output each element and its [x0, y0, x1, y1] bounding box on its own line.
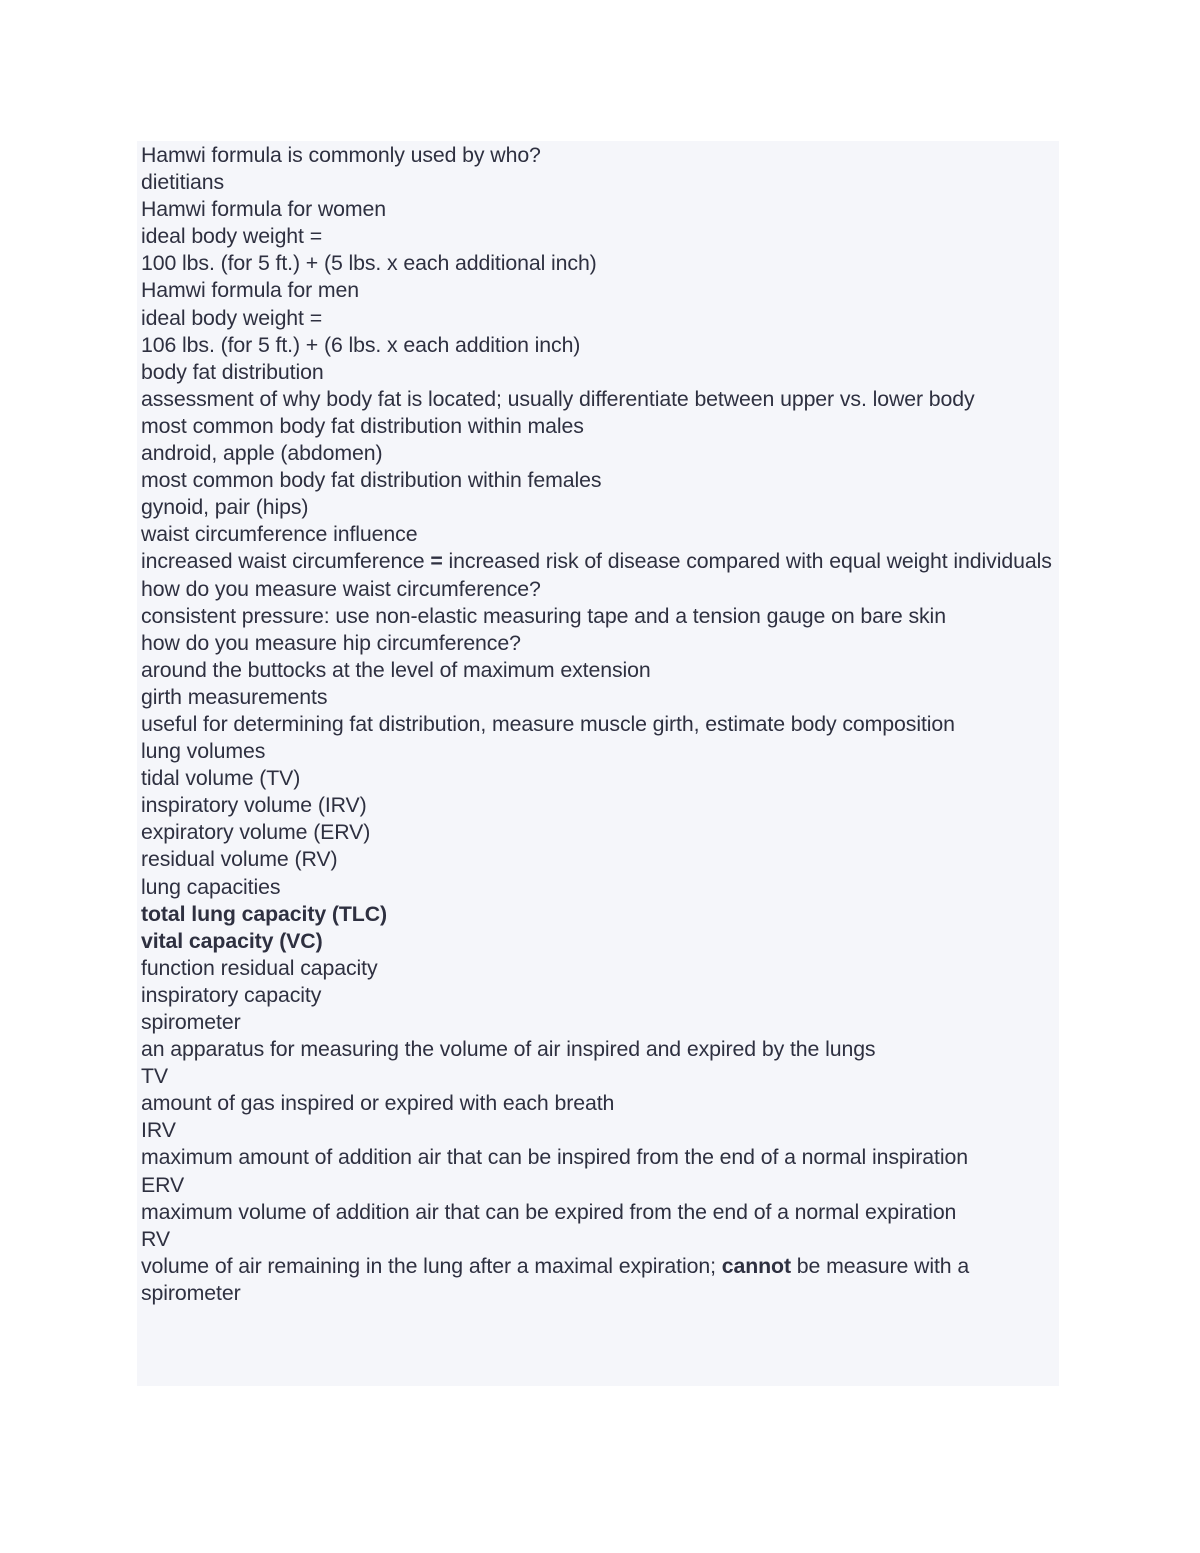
- text-line: function residual capacity: [141, 955, 378, 980]
- text-line: 106 lbs. (for 5 ft.) + (6 lbs. x each addition inch): [141, 332, 581, 357]
- text-line: most common body fat distribution within males: [141, 413, 584, 438]
- text-line: maximum volume of addition air that can be expired from the end of a normal expiration: [141, 1199, 957, 1224]
- text-line: android, apple (abdomen): [141, 441, 383, 466]
- text-line: inspiratory volume (IRV): [141, 793, 367, 818]
- text-line: ERV: [141, 1172, 185, 1197]
- text-line: gynoid, pair (hips): [141, 495, 309, 520]
- text-line: body fat distribution: [141, 359, 324, 384]
- text-line: Hamwi formula for women: [141, 197, 387, 222]
- text-line: maximum amount of addition air that can be inspired from the end of a normal inspiration: [141, 1145, 968, 1170]
- text-line: Hamwi formula for men: [141, 278, 360, 303]
- text-line: girth measurements: [141, 684, 328, 709]
- text-line: inspiratory capacity: [141, 982, 322, 1007]
- text-line: amount of gas inspired or expired with each breath: [141, 1091, 615, 1116]
- text-line: ideal body weight =: [141, 305, 323, 330]
- text-line: consistent pressure: use non-elastic measuring tape and a tension gauge on bare skin: [141, 603, 946, 628]
- flashcard-text-block: [137, 141, 1059, 1386]
- text-line: TV: [141, 1064, 169, 1089]
- text-line: spirometer: [141, 1010, 241, 1034]
- text-line: Hamwi formula is commonly used by who?: [141, 143, 541, 167]
- text-line: expiratory volume (ERV): [141, 820, 371, 845]
- text-line: vital capacity (VC): [141, 928, 323, 953]
- bold-text-span: =: [430, 549, 443, 574]
- text-line: how do you measure hip circumference?: [141, 630, 521, 655]
- text-span: be measure with a spirometer: [141, 1253, 970, 1305]
- text-line: dietitians: [141, 170, 225, 195]
- text-span: volume of air remaining in the lung after a maximal expiration;: [141, 1253, 722, 1278]
- text-line: lung volumes: [141, 739, 266, 764]
- text-line: how do you measure waist circumference?: [141, 576, 541, 601]
- text-line: 100 lbs. (for 5 ft.) + (5 lbs. x each additional inch): [141, 251, 597, 276]
- text-line: residual volume (RV): [141, 847, 338, 872]
- text-line: an apparatus for measuring the volume of air inspired and expired by the lungs: [141, 1037, 876, 1062]
- text-line: [141, 548, 1059, 575]
- text-line: most common body fat distribution within females: [141, 468, 602, 493]
- bold-text-span: cannot: [721, 1253, 791, 1278]
- text-line: total lung capacity (TLC): [141, 901, 387, 926]
- text-span: increased risk of disease compared with equal weight individuals: [442, 549, 1052, 574]
- text-line: tidal volume (TV): [141, 766, 301, 791]
- text-span: increased waist circumference: [141, 549, 431, 574]
- text-line: assessment of why body fat is located; usually differentiate between upper vs. lower body: [141, 386, 975, 411]
- text-line: lung capacities: [141, 874, 281, 899]
- text-line: around the buttocks at the level of maximum extension: [141, 657, 651, 682]
- text-line: ideal body weight =: [141, 224, 323, 249]
- text-line: waist circumference influence: [141, 522, 418, 547]
- text-line: useful for determining fat distribution, measure muscle girth, estimate body composition: [141, 711, 955, 736]
- text-line: [141, 1253, 1059, 1307]
- text-line: RV: [141, 1226, 170, 1251]
- text-line: IRV: [141, 1118, 176, 1143]
